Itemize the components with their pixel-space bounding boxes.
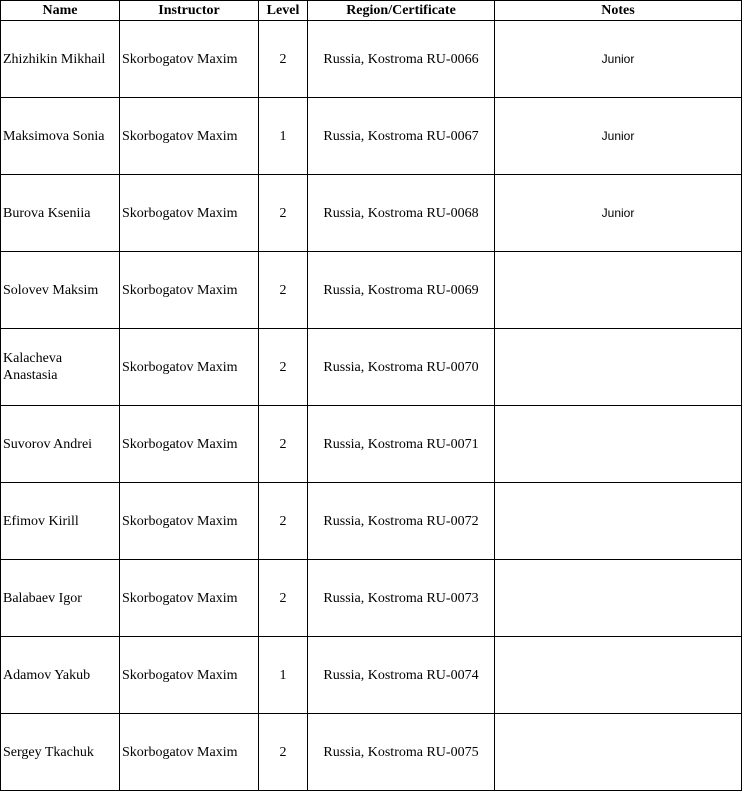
cell-name: Efimov Kirill: [1, 483, 120, 560]
cell-instructor: Skorbogatov Maxim: [120, 175, 259, 252]
cell-name: Balabaev Igor: [1, 560, 120, 637]
cell-name: Suvorov Andrei: [1, 406, 120, 483]
cell-name: Burova Kseniia: [1, 175, 120, 252]
header-row: [1, 1, 742, 21]
header-name: Name: [1, 1, 120, 21]
cell-instructor: Skorbogatov Maxim: [120, 329, 259, 406]
header-region: Region/Certificate: [308, 1, 495, 21]
cell-region: Russia, Kostroma RU-0068: [308, 175, 495, 252]
table-row: [1, 560, 742, 637]
header-instructor: Instructor: [120, 1, 259, 21]
cell-instructor: Skorbogatov Maxim: [120, 560, 259, 637]
cell-notes: [495, 637, 742, 714]
table-row: [1, 714, 742, 791]
cell-level: 1: [259, 637, 308, 714]
cell-name: Zhizhikin Mikhail: [1, 21, 120, 98]
cell-name: Solovev Maksim: [1, 252, 120, 329]
cell-notes: Junior: [495, 175, 742, 252]
cell-notes: [495, 329, 742, 406]
cell-level: 2: [259, 483, 308, 560]
cell-notes: Junior: [495, 98, 742, 175]
cell-instructor: Skorbogatov Maxim: [120, 483, 259, 560]
header-notes: Notes: [495, 1, 742, 21]
cell-instructor: Skorbogatov Maxim: [120, 252, 259, 329]
table-row: [1, 483, 742, 560]
cell-region: Russia, Kostroma RU-0066: [308, 21, 495, 98]
cell-region: Russia, Kostroma RU-0075: [308, 714, 495, 791]
cell-instructor: Skorbogatov Maxim: [120, 714, 259, 791]
cell-notes: [495, 714, 742, 791]
cell-name: Kalacheva Anastasia: [1, 329, 120, 406]
cell-instructor: Skorbogatov Maxim: [120, 98, 259, 175]
cell-instructor: Skorbogatov Maxim: [120, 21, 259, 98]
header-level: Level: [259, 1, 308, 21]
table-row: [1, 406, 742, 483]
cell-level: 2: [259, 175, 308, 252]
cell-notes: Junior: [495, 21, 742, 98]
cell-level: 2: [259, 406, 308, 483]
cell-notes: [495, 560, 742, 637]
cell-level: 1: [259, 98, 308, 175]
cell-name: Sergey Tkachuk: [1, 714, 120, 791]
table-row: [1, 175, 742, 252]
cell-notes: [495, 483, 742, 560]
cell-region: Russia, Kostroma RU-0067: [308, 98, 495, 175]
cell-level: 2: [259, 252, 308, 329]
cell-level: 2: [259, 714, 308, 791]
cell-notes: [495, 252, 742, 329]
cell-region: Russia, Kostroma RU-0073: [308, 560, 495, 637]
cell-notes: [495, 406, 742, 483]
cell-region: Russia, Kostroma RU-0072: [308, 483, 495, 560]
table-body: [1, 21, 742, 791]
cell-instructor: Skorbogatov Maxim: [120, 637, 259, 714]
cell-name: Maksimova Sonia: [1, 98, 120, 175]
cell-region: Russia, Kostroma RU-0074: [308, 637, 495, 714]
cell-name: Adamov Yakub: [1, 637, 120, 714]
cell-level: 2: [259, 560, 308, 637]
table-row: [1, 98, 742, 175]
cell-region: Russia, Kostroma RU-0071: [308, 406, 495, 483]
cell-level: 2: [259, 21, 308, 98]
table-row: [1, 637, 742, 714]
cell-instructor: Skorbogatov Maxim: [120, 406, 259, 483]
cell-level: 2: [259, 329, 308, 406]
table-row: [1, 21, 742, 98]
cell-region: Russia, Kostroma RU-0069: [308, 252, 495, 329]
cell-region: Russia, Kostroma RU-0070: [308, 329, 495, 406]
table-row: [1, 252, 742, 329]
table-row: [1, 329, 742, 406]
